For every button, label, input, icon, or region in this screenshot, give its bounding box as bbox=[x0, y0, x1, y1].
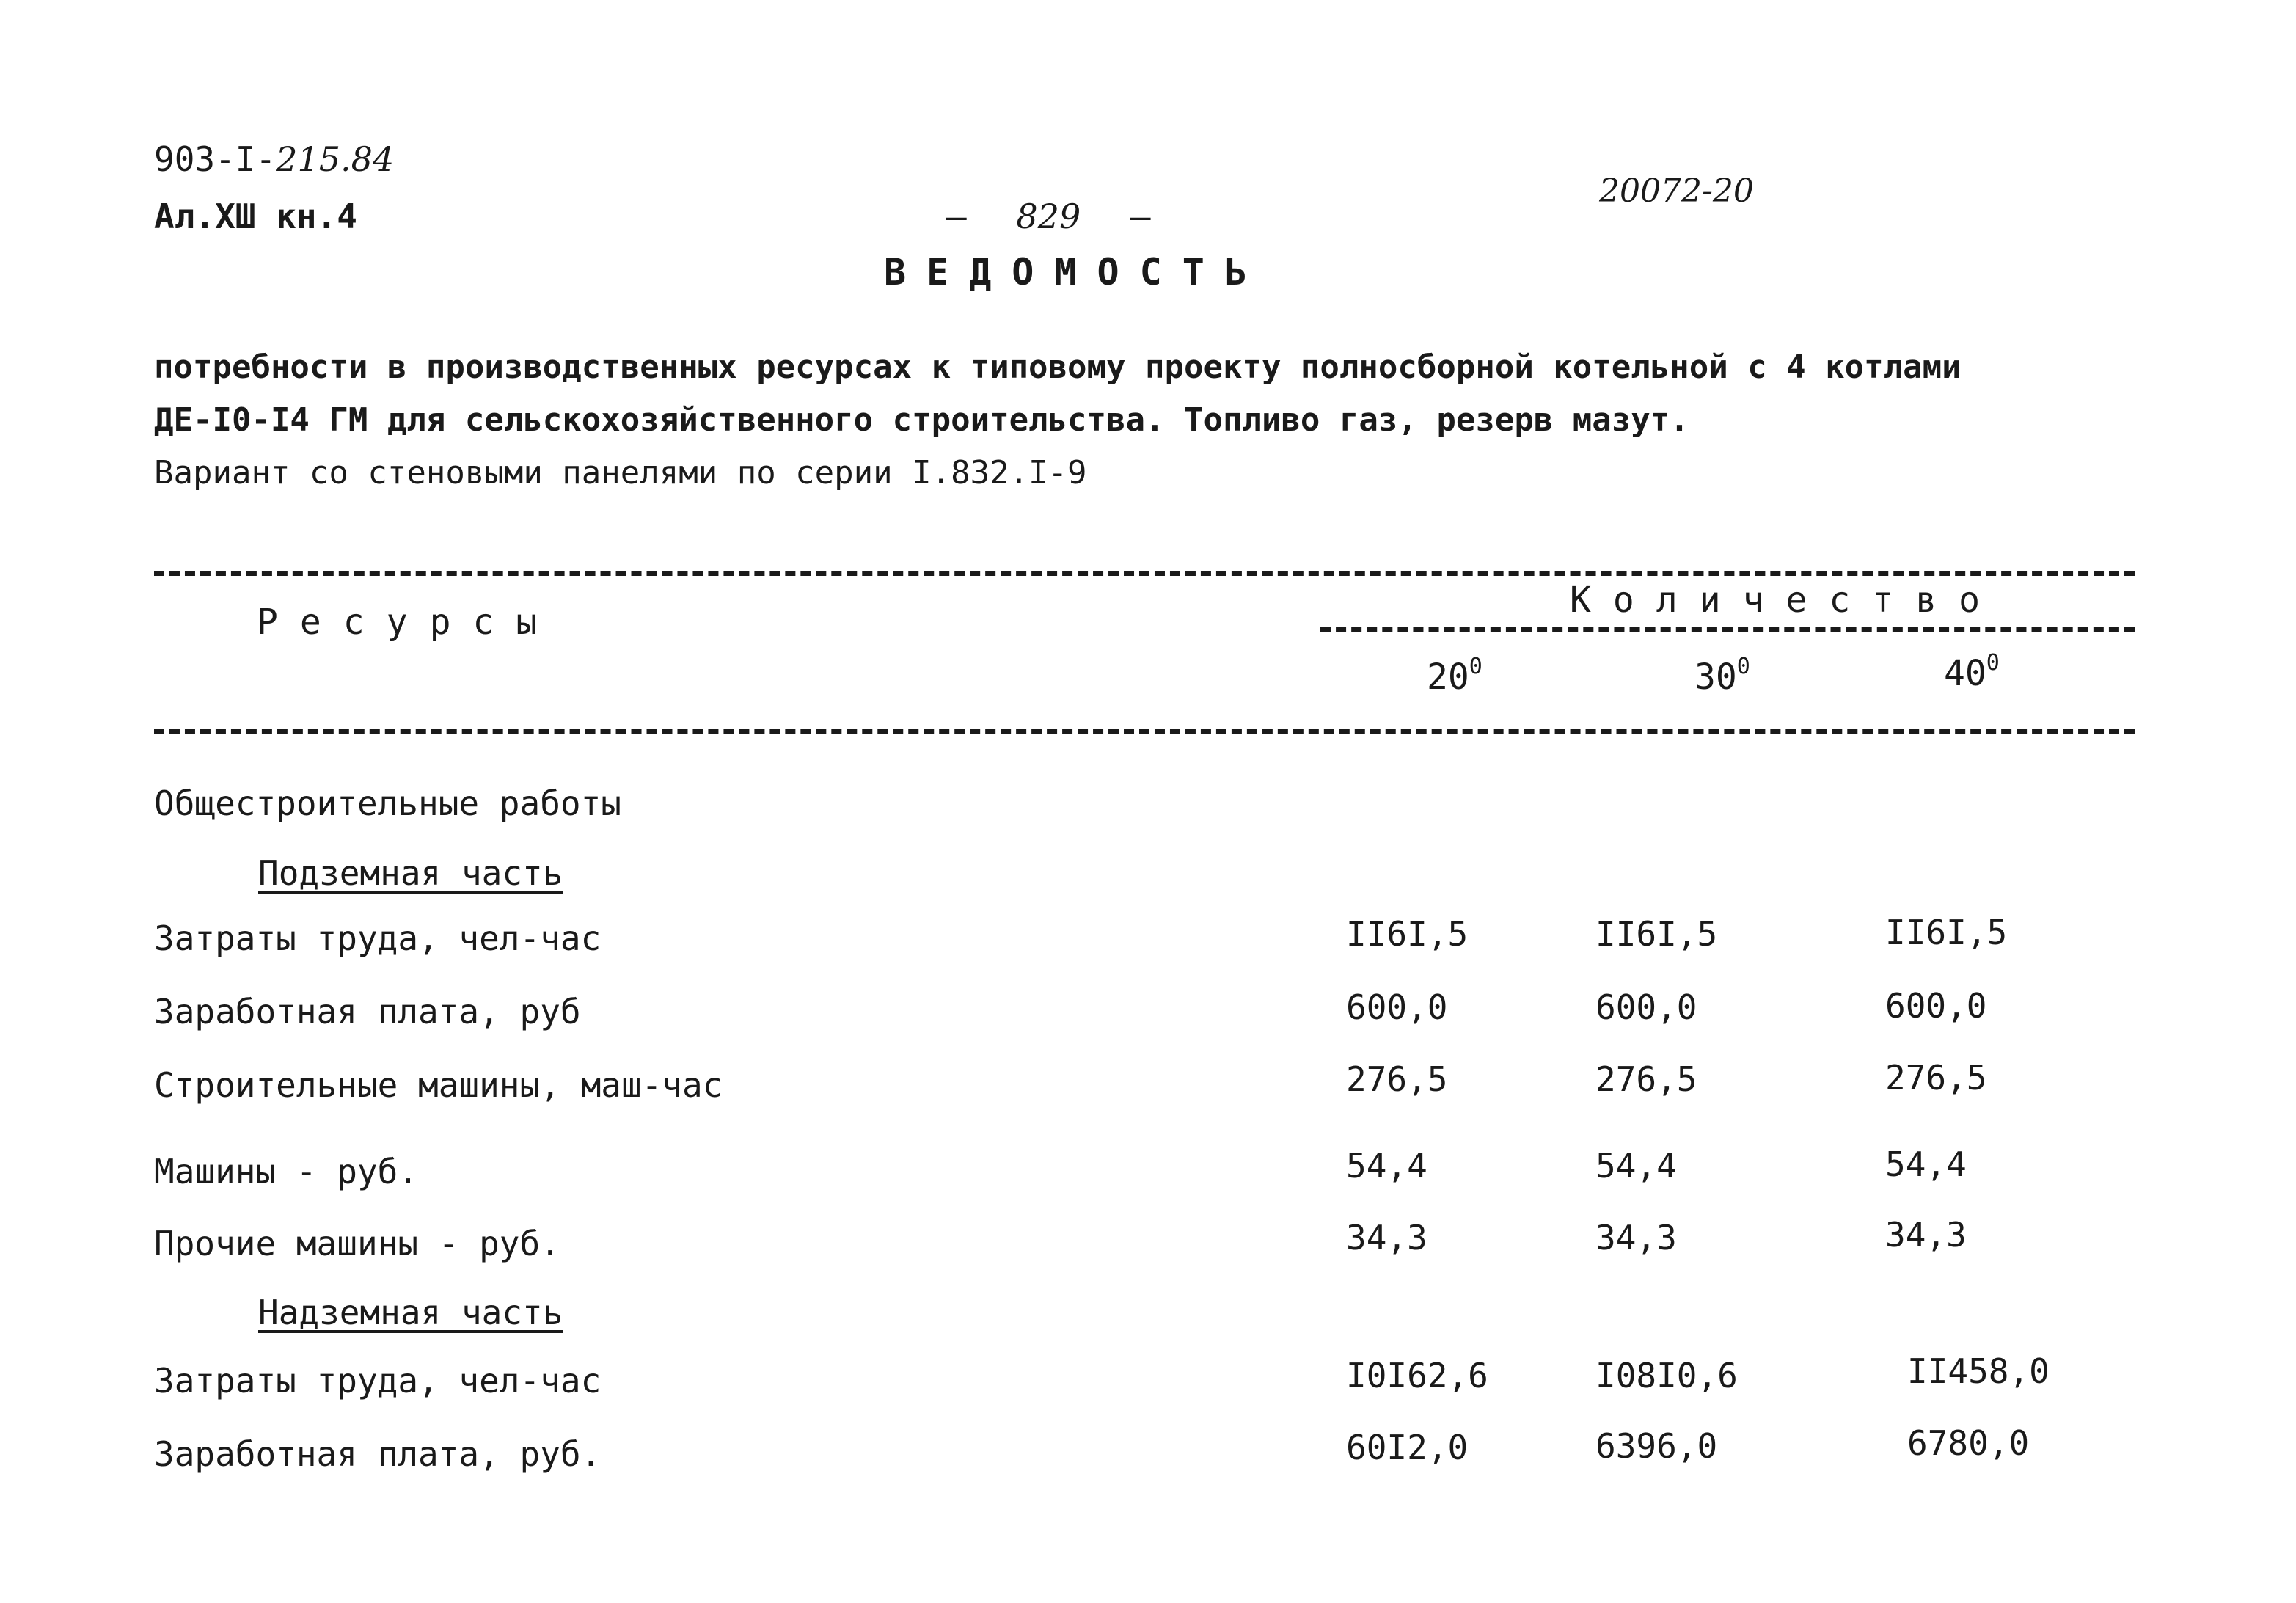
temp-header-40 bbox=[1944, 650, 2000, 694]
cell-value: 600,0 bbox=[1885, 986, 1987, 1026]
page-title: ВЕДОМОСТЬ bbox=[884, 251, 1268, 293]
row-label: Заработная плата, руб bbox=[154, 992, 581, 1031]
cell-value: 34,3 bbox=[1885, 1215, 1967, 1255]
intro-line-1: потребности в производственных ресурсах к типовому проекту полносборной котельной с 4 котлами bbox=[154, 348, 1962, 386]
temp-value-30: 30 bbox=[1694, 657, 1737, 698]
cell-value: 6780,0 bbox=[1907, 1423, 2030, 1463]
table-header-bottom-rule bbox=[154, 729, 2135, 734]
section-title-underground: Подземная часть bbox=[258, 853, 563, 893]
cell-value: II6I,5 bbox=[1346, 914, 1469, 954]
degree-mark: 0 bbox=[1986, 650, 2000, 676]
temp-value-40: 40 bbox=[1944, 653, 1986, 694]
cell-value: II6I,5 bbox=[1595, 914, 1718, 954]
group-title: Общестроительные работы bbox=[154, 784, 621, 823]
cell-value: 600,0 bbox=[1346, 987, 1448, 1027]
table-top-rule bbox=[154, 571, 2135, 576]
row-label: Прочие машины - руб. bbox=[154, 1224, 560, 1263]
page-number: 829 bbox=[1016, 197, 1081, 236]
temp-value-20: 20 bbox=[1427, 657, 1469, 698]
row-label: Заработная плата, руб. bbox=[154, 1434, 602, 1474]
doc-code-prefix: 903-I- bbox=[154, 139, 277, 179]
intro-line-2: ДЕ-I0-I4 ГМ для сельскохозяйственного строительства. Топливо газ, резерв мазут. bbox=[154, 401, 1689, 439]
cell-value: 54,4 bbox=[1346, 1146, 1427, 1186]
temp-header-30 bbox=[1694, 654, 1750, 698]
page-number-group bbox=[946, 197, 1151, 236]
cell-value: 54,4 bbox=[1595, 1146, 1677, 1186]
doc-code bbox=[154, 139, 394, 179]
row-label: Затраты труда, чел-час bbox=[154, 919, 602, 958]
doc-id: 20072-20 bbox=[1599, 172, 1754, 210]
section-title-aboveground: Надземная часть bbox=[258, 1293, 563, 1332]
page-dash-left: – bbox=[946, 197, 967, 236]
cell-value: 54,4 bbox=[1885, 1144, 1967, 1184]
cell-value: 60I2,0 bbox=[1346, 1428, 1469, 1467]
cell-value: 34,3 bbox=[1346, 1218, 1427, 1257]
cell-value: 34,3 bbox=[1595, 1218, 1677, 1257]
cell-value: II458,0 bbox=[1907, 1351, 2050, 1391]
column-header-quantity: Количество bbox=[1570, 580, 2002, 621]
row-label: Машины - руб. bbox=[154, 1152, 419, 1191]
album-ref: Ал.ХШ кн.4 bbox=[154, 197, 357, 236]
cell-value: 6396,0 bbox=[1595, 1426, 1718, 1466]
degree-mark: 0 bbox=[1736, 654, 1750, 679]
cell-value: I0I62,6 bbox=[1346, 1356, 1488, 1395]
row-label: Строительные машины, маш-час bbox=[154, 1065, 723, 1105]
quantity-sub-rule bbox=[1320, 627, 2135, 632]
page-dash-right: – bbox=[1130, 197, 1151, 236]
column-header-resources: Ресурсы bbox=[257, 602, 560, 643]
intro-line-3: Вариант со стеновыми панелями по серии I.832.I-9 bbox=[154, 454, 1087, 492]
degree-mark: 0 bbox=[1469, 654, 1482, 679]
row-label: Затраты труда, чел-час bbox=[154, 1361, 602, 1401]
cell-value: 276,5 bbox=[1885, 1058, 1987, 1098]
cell-value: 600,0 bbox=[1595, 987, 1697, 1027]
cell-value: 276,5 bbox=[1595, 1059, 1697, 1099]
cell-value: I08I0,6 bbox=[1595, 1356, 1738, 1395]
doc-code-handwritten: 215.84 bbox=[276, 139, 395, 179]
cell-value: 276,5 bbox=[1346, 1059, 1448, 1099]
temp-header-20 bbox=[1427, 654, 1482, 698]
cell-value: II6I,5 bbox=[1885, 913, 2008, 952]
